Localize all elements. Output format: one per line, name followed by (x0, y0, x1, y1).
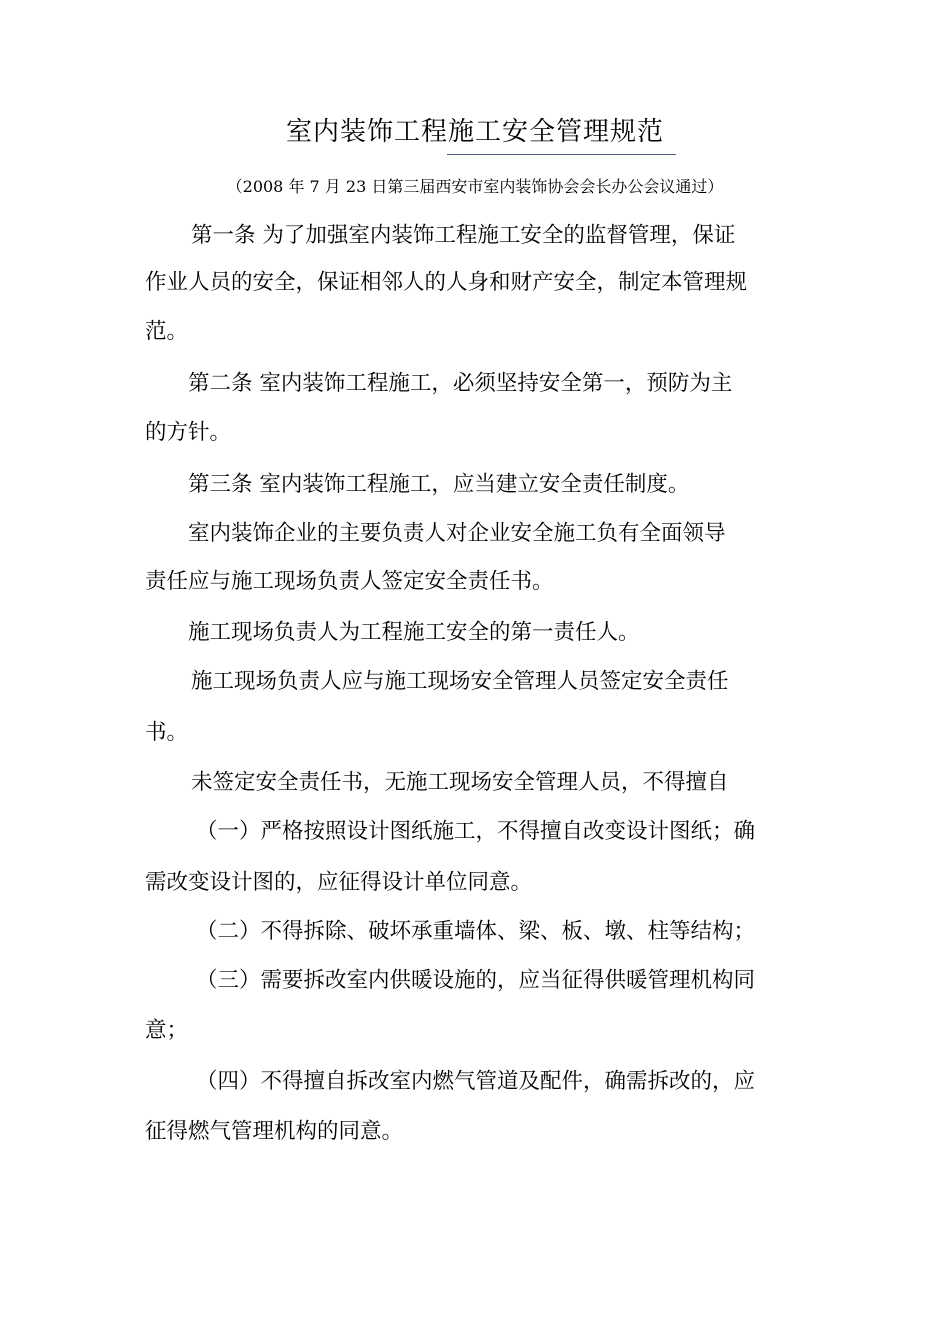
text-line: （二）不得拆除、破坏承重墙体、梁、板、墩、柱等结构； (196, 919, 756, 944)
document-subtitle: （2008 年 7 月 23 日第三届西安市室内装饰协会会长办公会议通过） (226, 177, 724, 196)
title-underline (447, 154, 676, 155)
text-line: 责任应与施工现场负责人签定安全责任书。 (145, 569, 554, 594)
text-line: 作业人员的安全，保证相邻人的人身和财产安全，制定本管理规 (145, 270, 748, 295)
text-line: 书。 (145, 720, 189, 745)
document-title: 室内装饰工程施工安全管理规范 (285, 117, 664, 147)
text-line: 第三条 室内装饰工程施工，应当建立安全责任制度。 (188, 472, 690, 497)
text-line: 未签定安全责任书，无施工现场安全管理人员，不得擅自 (191, 770, 729, 795)
text-line: （四）不得擅自拆改室内燃气管道及配件，确需拆改的，应 (196, 1069, 756, 1094)
text-line: 第一条 为了加强室内装饰工程施工安全的监督管理，保证 (191, 223, 736, 248)
text-line: 需改变设计图的，应征得设计单位同意。 (145, 870, 533, 895)
text-line: （三）需要拆改室内供暖设施的，应当征得供暖管理机构同 (196, 968, 756, 993)
text-line: 征得燃气管理机构的同意。 (145, 1119, 404, 1144)
text-line: 室内装饰企业的主要负责人对企业安全施工负有全面领导 (188, 521, 726, 546)
text-line: 施工现场负责人应与施工现场安全管理人员签定安全责任 (191, 669, 729, 694)
text-line: 意； (145, 1018, 189, 1043)
text-line: 的方针。 (145, 420, 232, 445)
text-line: 范。 (145, 319, 189, 344)
text-line: 第二条 室内装饰工程施工，必须坚持安全第一，预防为主 (188, 371, 733, 396)
text-line: （一）严格按照设计图纸施工，不得擅自改变设计图纸；确 (196, 819, 756, 844)
text-line: 施工现场负责人为工程施工安全的第一责任人。 (188, 620, 640, 645)
